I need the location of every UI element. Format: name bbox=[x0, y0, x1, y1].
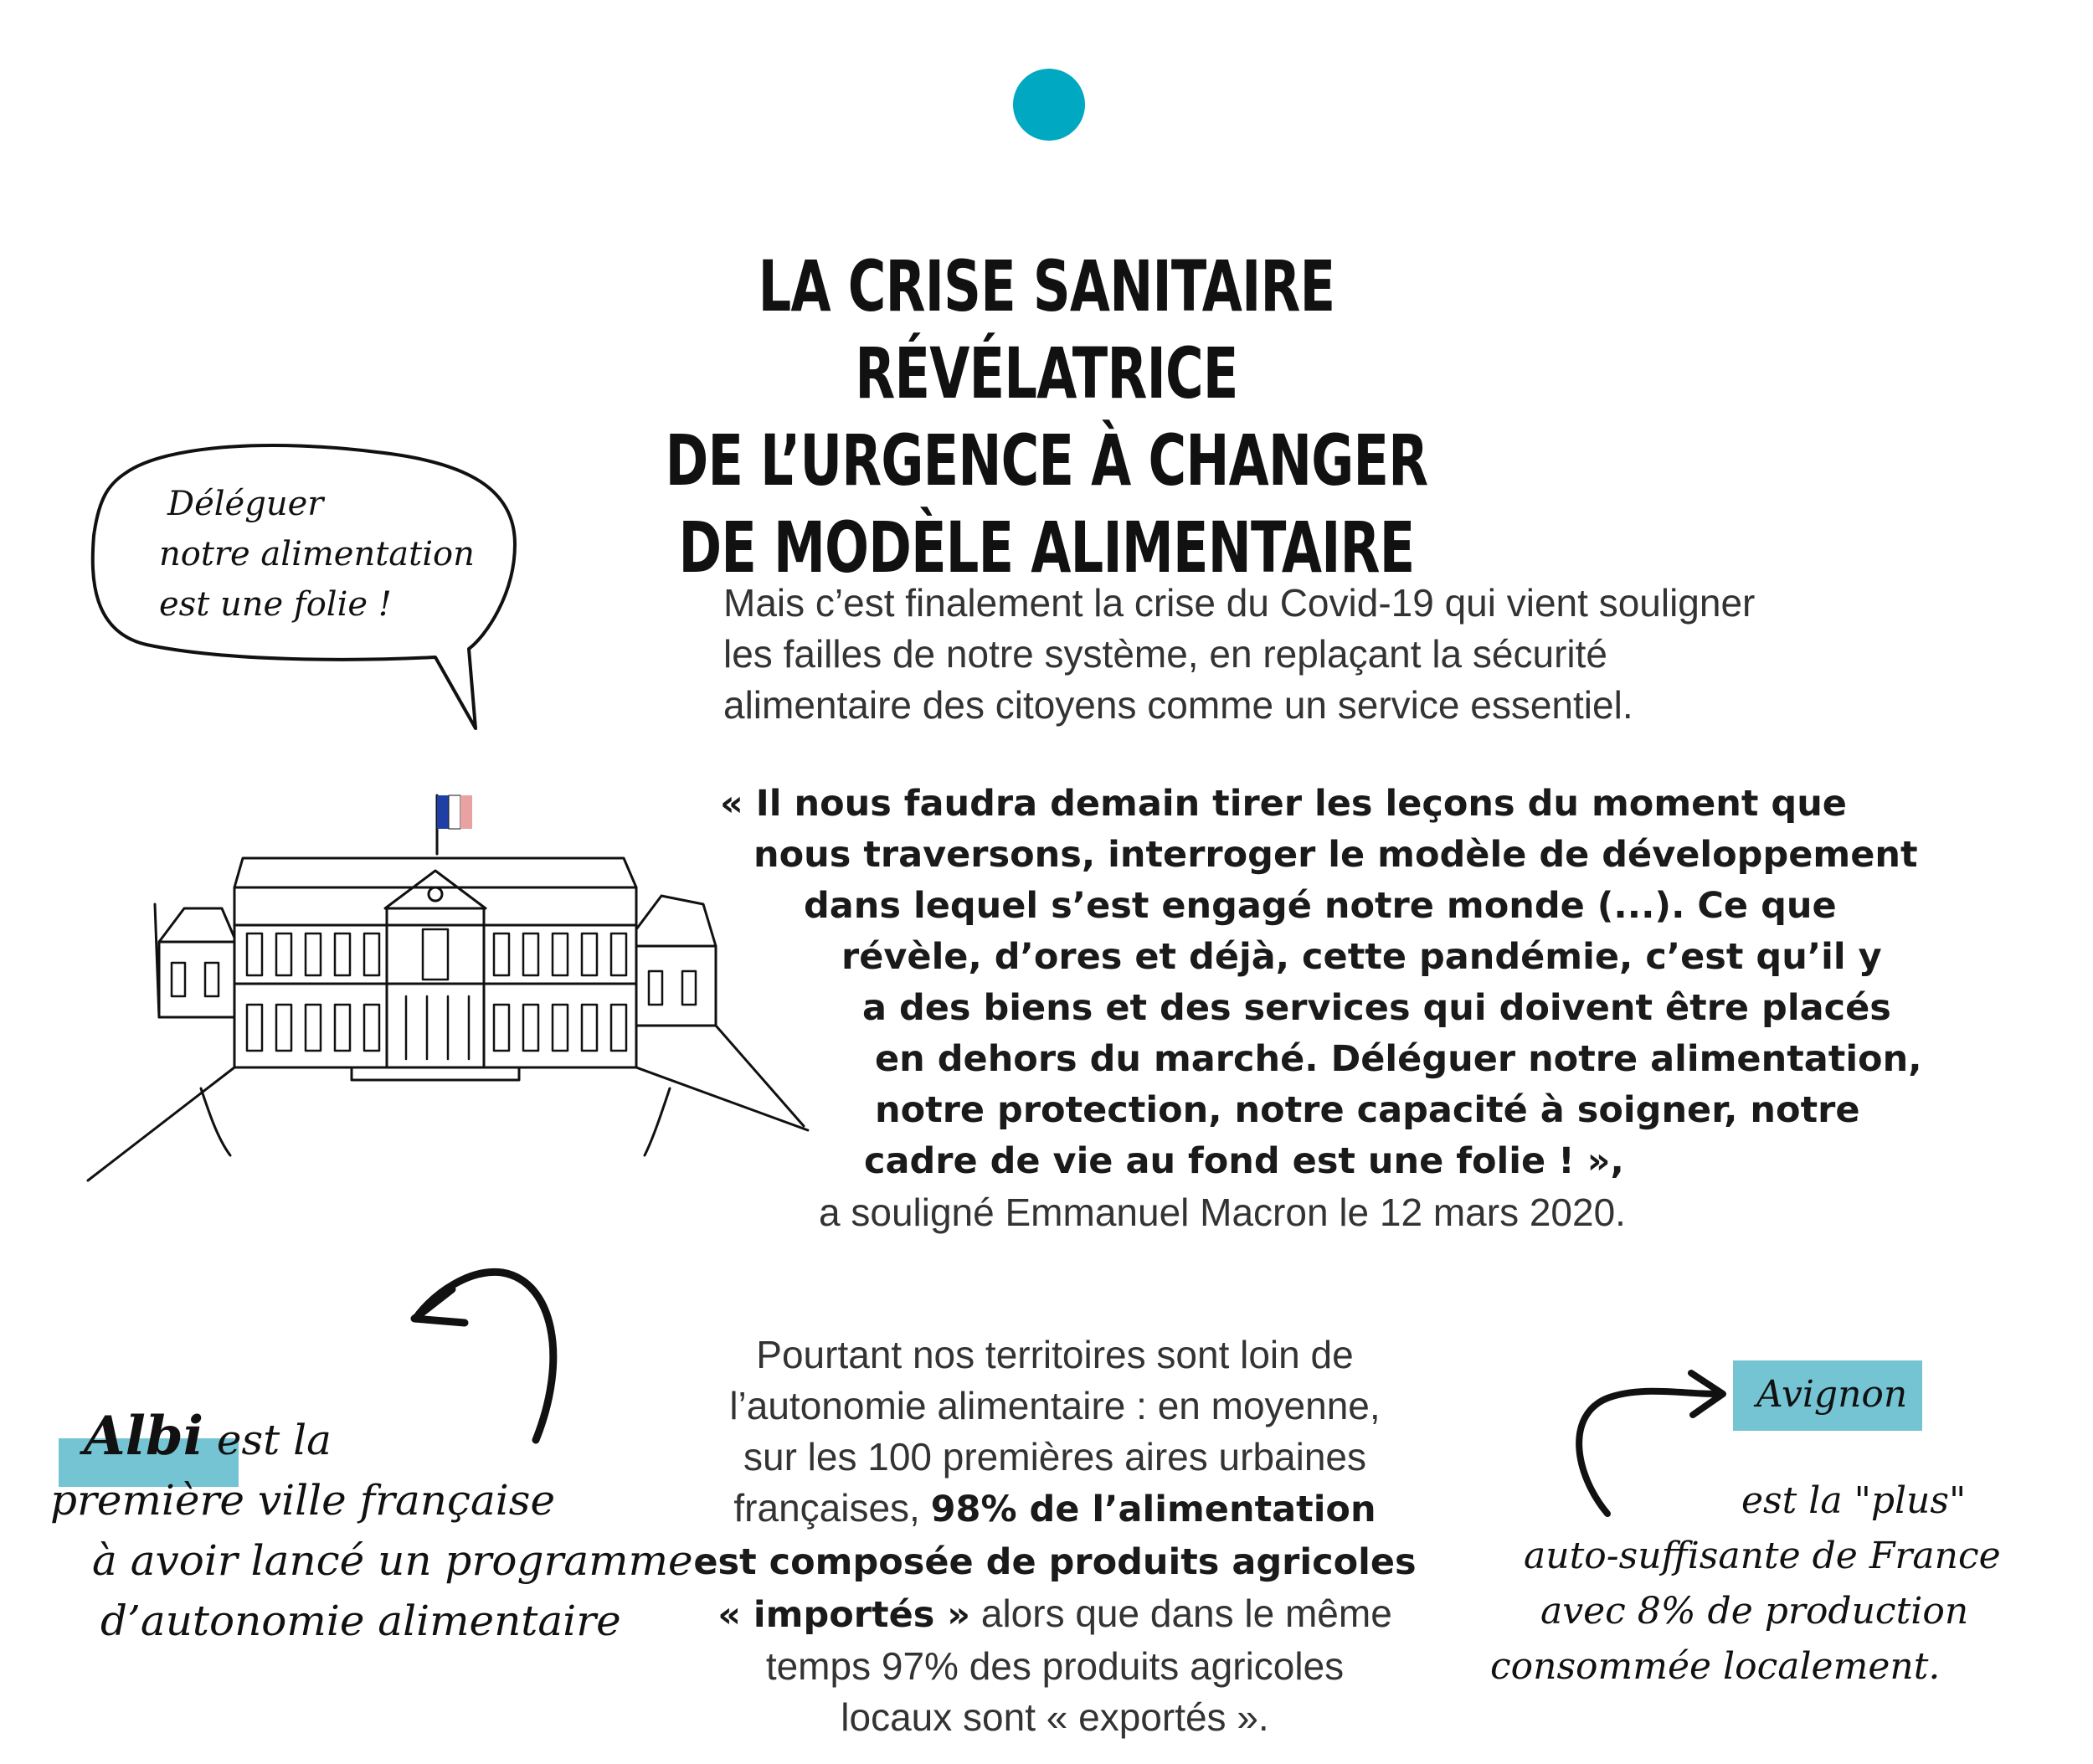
avignon-line-1: est la "plus" bbox=[1741, 1479, 1967, 1522]
intro-line-3: alimentaire des citoyens comme un service essentiel. bbox=[723, 683, 1633, 727]
bubble-line-3: est une folie ! bbox=[159, 585, 392, 624]
albi-line-4: d’autonomie alimentaire bbox=[100, 1597, 621, 1645]
avignon-word: Avignon bbox=[1756, 1373, 1908, 1416]
bubble-line-1: Déléguer bbox=[167, 485, 324, 523]
albi-line-2: première ville française bbox=[50, 1476, 556, 1525]
avignon-line-2: auto-suffisante de France bbox=[1524, 1535, 2001, 1577]
intro-line-2: les failles de notre système, en replaçant la sécurité bbox=[723, 632, 1607, 676]
albi-line-1 bbox=[84, 1407, 653, 1470]
title-line-3: DE MODÈLE ALIMENTAIRE bbox=[678, 507, 1415, 589]
quote-line-1: « Il nous faudra demain tirer les leçons du moment que bbox=[720, 783, 1847, 825]
albi-line-3: à avoir lancé un programme bbox=[92, 1536, 693, 1585]
quote-line-3: dans lequel s’est engagé notre monde (...). Ce que bbox=[804, 885, 1837, 927]
avignon-note bbox=[1490, 1473, 2060, 1695]
quote-line-4: révèle, d’ores et déjà, cette pandémie, c’est qu’il y bbox=[841, 936, 1882, 978]
title-line-1: LA CRISE SANITAIRE RÉVÉLATRICE bbox=[758, 245, 1335, 414]
palace-windows bbox=[172, 929, 696, 1059]
autonomy-line-7: temps 97% des produits agricoles bbox=[765, 1644, 1345, 1688]
autonomy-line-6-bold: « importés » bbox=[717, 1594, 971, 1636]
albi-note bbox=[50, 1405, 693, 1651]
quote-line-2: nous traversons, interroger le modèle de développement bbox=[753, 834, 1918, 876]
quote-line-8: cadre de vie au fond est une folie ! », bbox=[864, 1140, 1624, 1182]
autonomy-line-1: Pourtant nos territoires sont loin de bbox=[756, 1333, 1354, 1376]
autonomy-line-4-bold: 98% de l’alimentation bbox=[930, 1489, 1376, 1530]
quote-line-7: notre protection, notre capacité à soigner, notre bbox=[875, 1089, 1860, 1131]
autonomy-line-3: sur les 100 premières aires urbaines bbox=[743, 1435, 1367, 1479]
bubble-line-2: notre alimentation bbox=[159, 535, 475, 573]
albi-line-1-rest: est la bbox=[203, 1416, 332, 1464]
autonomy-line-8: locaux sont « exportés ». bbox=[841, 1695, 1269, 1739]
speech-bubble-text bbox=[159, 479, 494, 630]
quote-line-5: a des biens et des services qui doivent être placés bbox=[862, 987, 1891, 1029]
autonomy-line-6-normal: alors que dans le même bbox=[970, 1592, 1392, 1635]
intro-line-1: Mais c’est finalement la crise du Covid-19 qui vient souligner bbox=[723, 581, 1756, 625]
quote-line-6: en dehors du marché. Déléguer notre alimentation, bbox=[875, 1038, 1922, 1080]
avignon-line-4: consommée localement. bbox=[1490, 1645, 1941, 1688]
albi-word: Albi bbox=[84, 1405, 204, 1468]
quote-attribution: a souligné Emmanuel Macron le 12 mars 2020. bbox=[819, 1191, 1626, 1234]
autonomy-line-2: l’autonomie alimentaire : en moyenne, bbox=[729, 1384, 1381, 1427]
title-line-2: DE L’URGENCE À CHANGER bbox=[665, 419, 1428, 501]
avignon-line-3: avec 8% de production bbox=[1540, 1590, 1969, 1633]
palace-drawing bbox=[88, 795, 808, 1180]
autonomy-line-4-normal: françaises, bbox=[733, 1486, 931, 1530]
autonomy-line-5-bold: est composée de produits agricoles bbox=[693, 1541, 1417, 1583]
